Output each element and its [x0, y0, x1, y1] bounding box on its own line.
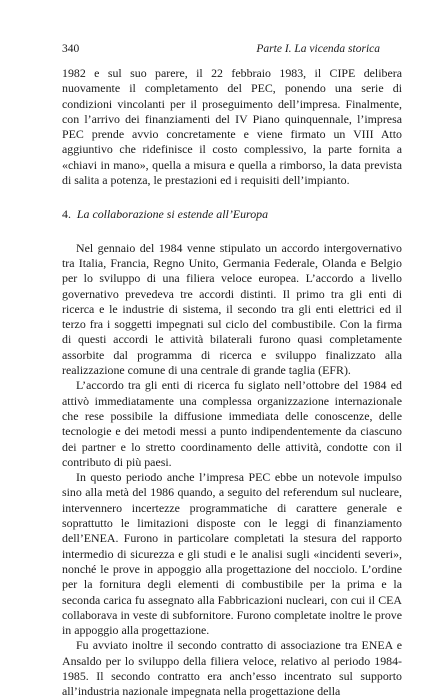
- paragraph: In questo periodo anche l’impresa PEC ebbe un notevole impulso sino alla metà del 1986 quando, a seguito del referendum sul nucleare, intervennero incertezze programmatiche di carattere generale e soprattutto le limitazioni disposte con le leggi di finanziamento dell’ENEA. Furono in particolare completati la stesura del rapporto intermedio di sicurezza e gli studi e le analisi sugli «incidenti severi», nonché le prove in appoggio alla progettazione del nocciolo. L’ordine per la fornitura degli elementi di combustibile per la prima e la seconda carica fu assegnato alla Fabbricazioni nucleari, con cui il CEA collaborava in veste di subfornitore. Furono completate inoltre le prove in appoggio alla progettazione.: [62, 470, 402, 638]
- paragraph: Nel gennaio del 1984 venne stipulato un accordo intergovernativo tra Italia, Francia, Regno Unito, Germania Federale, Olanda e Belgio per lo sviluppo di una filiera veloce europea. L’accordo a livello governativo prevedeva tre accordi distinti. Il primo tra gli enti di ricerca e le industrie di sistema, il secondo tra gli enti elettrici ed il terzo fra i soggetti impegnati sul ciclo del combustibile. Con la firma di questi accordi le attività bilaterali furono quasi completamente assorbite dal programma di ricerca e sviluppo finalizzato alla realizzazione comune di una centrale di grande taglia (EFR).: [62, 240, 402, 378]
- section-heading: [62, 207, 402, 222]
- paragraph: L’accordo tra gli enti di ricerca fu siglato nell’ottobre del 1984 ed attivò immediatamente una complessa organizzazione internazionale che rese possibile la diffusione immediata delle conoscenze, delle tecnologie e dei metodi messi a punto indipendentemente da ciascuno dei partner e lo stretto coordinamento delle attività, condotte con il contributo di più paesi.: [62, 378, 402, 469]
- paragraph: Fu avviato inoltre il secondo contratto di associazione tra ENEA e Ansaldo per lo sviluppo della filiera veloce, relativo al periodo 1984-1985. Il secondo contratto era anch’esso incentrato sul supporto all’industria nazionale impegnata nella progettazione della: [62, 638, 402, 699]
- section-number: 4.: [62, 207, 71, 222]
- section-title: La collaborazione si estende all’Europa: [76, 207, 269, 222]
- body-text: [62, 66, 402, 700]
- paragraph: 1982 e sul suo parere, il 22 febbraio 1983, il CIPE delibera nuovamente il completamento del PEC, ponendo una serie di condizioni vincolanti per il proseguimento dell’impresa. Finalmente, con l’arrivo dei finanziamenti del IV Piano quinquennale, l’impresa PEC prende avvio concretamente e viene firmato un VIII Atto aggiuntivo che ridefinisce il costo complessivo, la parte fornita a «chiavi in mano», quella a misura e quella a rimborso, la data prevista di salita a potenza, le prestazioni ed i requisiti dell’impianto.: [62, 66, 402, 188]
- running-title: Parte I. La vicenda storica: [256, 43, 380, 55]
- page-number: 340: [62, 43, 80, 55]
- running-header: [62, 43, 380, 55]
